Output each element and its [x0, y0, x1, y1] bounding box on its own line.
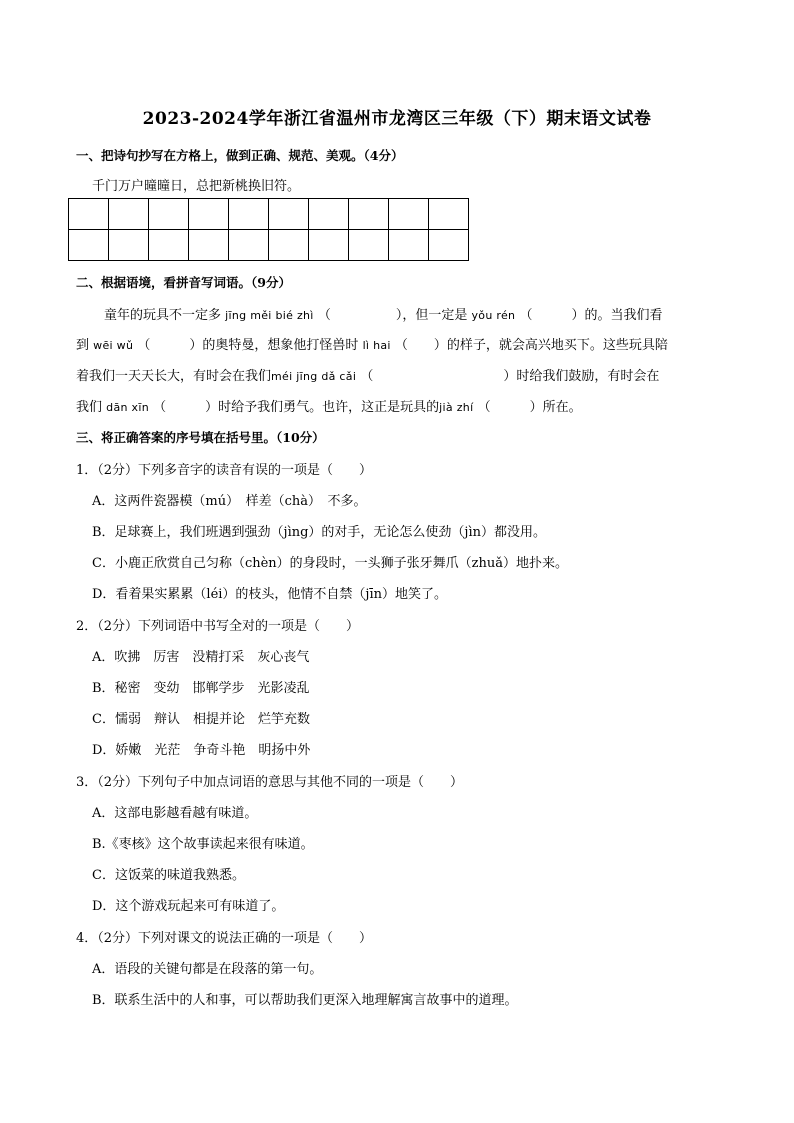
grid-cell[interactable] — [189, 230, 229, 261]
grid-row — [69, 199, 469, 230]
grid-cell[interactable] — [389, 230, 429, 261]
grid-cell[interactable] — [149, 199, 189, 230]
pinyin: dān xīn — [106, 401, 149, 414]
grid-cell[interactable] — [229, 230, 269, 261]
answer-blank[interactable]: （ ） — [137, 338, 203, 353]
grid-cell[interactable] — [109, 230, 149, 261]
section3-heading: 三、将正确答案的序号填在括号里。（10分） — [76, 430, 325, 445]
grid-cell[interactable] — [189, 199, 229, 230]
grid-cell[interactable] — [269, 199, 309, 230]
answer-blank[interactable]: （ ） — [477, 400, 543, 415]
passage-line-2 — [76, 334, 668, 353]
grid-cell[interactable] — [109, 199, 149, 230]
q1-option-b[interactable]: B．足球赛上，我们班遇到强劲（jìng）的对手，无论怎么使劲（jìn）都没用。 — [92, 525, 546, 540]
q4-option-b[interactable]: B．联系生活中的人和事，可以帮助我们更深入地理解寓言故事中的道理。 — [92, 993, 518, 1008]
passage-text: 所在。 — [542, 400, 582, 415]
answer-blank[interactable]: （ ） — [360, 369, 517, 384]
q2-option-d[interactable]: D．娇嫩 光茫 争奇斗艳 明扬中外 — [92, 743, 311, 758]
section2-heading: 二、根据语境，看拼音写词语。（9分） — [76, 275, 291, 290]
q2-option-a[interactable]: A．吹拂 厉害 没精打采 灰心丧气 — [92, 650, 310, 665]
grid-cell[interactable] — [69, 230, 109, 261]
section1-heading: 一、把诗句抄写在方格上，做到正确、规范、美观。（4分） — [76, 148, 404, 163]
grid-cell[interactable] — [269, 230, 309, 261]
passage-text: 的样子，就会高兴地买下。这些玩具陪 — [446, 338, 668, 353]
pinyin: yǒu rén — [471, 309, 516, 322]
passage-text: 童年的玩具不一定多 — [104, 308, 222, 323]
q3-option-b[interactable]: B.《枣核》这个故事读起来很有味道。 — [92, 837, 314, 852]
passage-text: 到 — [76, 338, 90, 353]
passage-text: 时给予我们勇气。也许，这正是玩具的 — [218, 400, 440, 415]
grid-cell[interactable] — [149, 230, 189, 261]
answer-blank[interactable]: （ ） — [394, 338, 447, 353]
page-title: 2023-2024学年浙江省温州市龙湾区三年级（下）期末语文试卷 — [142, 109, 652, 129]
question-2-stem: 2．（2分）下列词语中书写全对的一项是（ ） — [76, 619, 360, 634]
q1-option-a[interactable]: A．这两件瓷器模（mú） 样差（chà） 不多。 — [92, 494, 367, 509]
grid-cell[interactable] — [389, 199, 429, 230]
grid-cell[interactable] — [429, 230, 469, 261]
grid-cell[interactable] — [69, 199, 109, 230]
passage-line-1 — [104, 304, 662, 323]
q2-option-b[interactable]: B．秘密 变幼 邯郸学步 光影凌乱 — [92, 681, 310, 696]
grid-cell[interactable] — [349, 199, 389, 230]
grid-cell[interactable] — [309, 230, 349, 261]
passage-line-4 — [76, 396, 582, 415]
poem-line: 千门万户曈曈日，总把新桃换旧符。 — [92, 179, 301, 194]
question-3-stem: 3．（2分）下列句子中加点词语的意思与其他不同的一项是（ ） — [76, 775, 464, 790]
question-4-stem: 4．（2分）下列对课文的说法正确的一项是（ ） — [76, 931, 373, 946]
grid-cell[interactable] — [429, 199, 469, 230]
q3-option-d[interactable]: D．这个游戏玩起来可有味道了。 — [92, 899, 285, 914]
grid-cell[interactable] — [349, 230, 389, 261]
q1-option-c[interactable]: C．小鹿正欣赏自己匀称（chèn）的身段时，一头狮子张牙舞爪（zhuǎ）地扑来。 — [92, 556, 569, 571]
grid-cell[interactable] — [309, 199, 349, 230]
pinyin: méi jīng dǎ cǎi — [271, 370, 357, 383]
passage-line-3 — [76, 365, 659, 384]
passage-text: 着我们一天天长大，有时会在我们 — [76, 369, 272, 384]
pinyin: jià zhí — [439, 401, 474, 414]
writing-grid[interactable] — [68, 198, 469, 261]
pinyin: lì hai — [362, 339, 391, 352]
grid-cell[interactable] — [229, 199, 269, 230]
pinyin: jīng měi bié zhì — [225, 309, 314, 322]
answer-blank[interactable]: （ ） — [153, 400, 219, 415]
question-1-stem: 1．（2分）下列多音字的读音有误的一项是（ ） — [76, 463, 373, 478]
q2-option-c[interactable]: C．懦弱 辩认 相提并论 烂竽充数 — [92, 712, 310, 727]
passage-text: 的。当我们看 — [584, 308, 663, 323]
q3-option-a[interactable]: A．这部电影越看越有味道。 — [92, 806, 258, 821]
passage-text: 时给我们鼓励，有时会在 — [516, 369, 660, 384]
q1-option-d[interactable]: D．看着果实累累（léi）的枝头，他情不自禁（jīn）地笑了。 — [92, 587, 447, 602]
pinyin: wēi wǔ — [93, 339, 134, 352]
passage-text: 的奥特曼，想象他打怪兽时 — [202, 338, 359, 353]
q3-option-c[interactable]: C．这饭菜的味道我熟悉。 — [92, 868, 245, 883]
passage-text: ，但一定是 — [402, 308, 468, 323]
answer-blank[interactable]: （ ） — [519, 308, 585, 323]
grid-row — [69, 230, 469, 261]
passage-text: 我们 — [76, 400, 103, 415]
q4-option-a[interactable]: A．语段的关键句都是在段落的第一句。 — [92, 962, 323, 977]
answer-blank[interactable]: （ ） — [317, 308, 403, 323]
